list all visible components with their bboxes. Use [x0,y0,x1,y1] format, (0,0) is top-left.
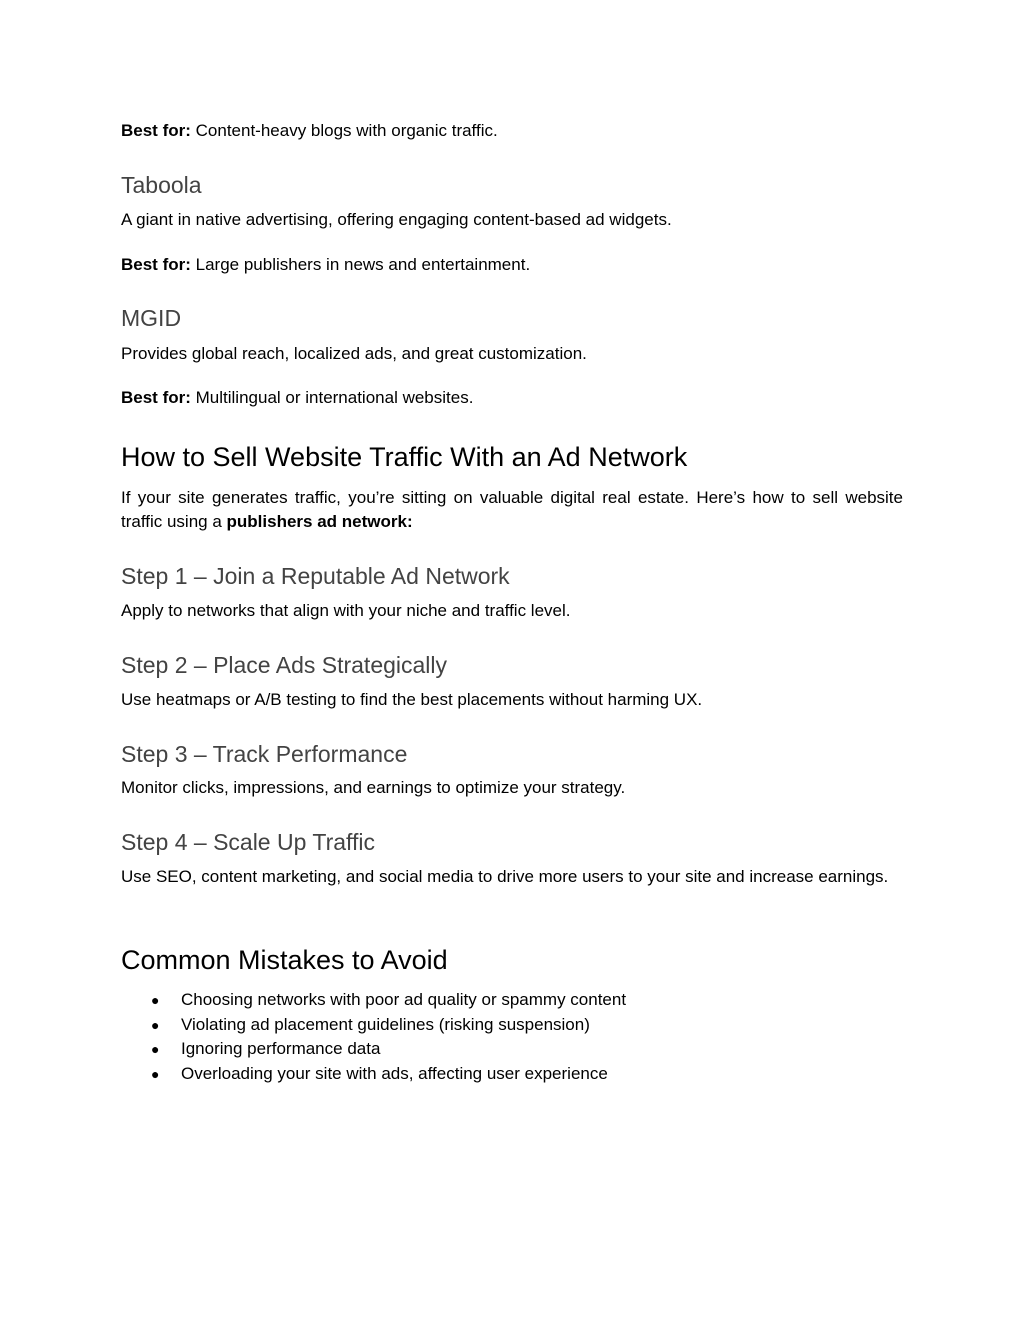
list-item-text: Overloading your site with ads, affecting user experience [181,1063,608,1083]
step-3-text: Monitor clicks, impressions, and earnings to optimize your strategy. [121,778,626,797]
taboola-description: A giant in native advertising, offering engaging content-based ad widgets. [121,210,672,229]
sell-traffic-intro [121,486,903,534]
intro-text: If your site generates traffic, you’re sitting on valuable digital real estate. Here’s how to sell website traffic using a [121,488,903,531]
list-item [121,988,903,1013]
list-item [121,1013,903,1038]
taboola-best-for [121,253,903,277]
best-for-text: Multilingual or international websites. [190,388,474,407]
intro-bold-text: publishers ad network: [226,512,413,531]
list-item [121,1037,903,1062]
sell-traffic-heading: How to Sell Website Traffic With an Ad Network [121,442,688,472]
list-item-text: Choosing networks with poor ad quality or spammy content [181,990,627,1009]
list-item [121,1062,903,1087]
best-for-label: Best for: [121,255,191,274]
mistakes-heading: Common Mistakes to Avoid [121,945,448,975]
best-for-label: Best for: [121,121,191,140]
step-2-heading: Step 2 – Place Ads Strategically [121,652,448,678]
list-item-text: Ignoring performance data [181,1039,381,1058]
bullet-icon: ● [151,1016,160,1033]
mgid-best-for [121,386,903,410]
step-1-heading: Step 1 – Join a Reputable Ad Network [121,563,510,589]
step-2-text: Use heatmaps or A/B testing to find the best placements without harming UX. [121,690,703,709]
step-4-text: Use SEO, content marketing, and social media to drive more users to your site and increase earnings. [121,867,889,886]
best-for-label: Best for: [121,388,191,407]
step-1-text: Apply to networks that align with your niche and traffic level. [121,601,571,620]
bullet-icon: ● [151,1041,160,1057]
best-for-text: Content-heavy blogs with organic traffic. [190,121,498,140]
taboola-heading: Taboola [121,172,202,198]
step-4-heading: Step 4 – Scale Up Traffic [121,829,375,855]
best-for-text: Large publishers in news and entertainment. [190,255,531,274]
step-3-heading: Step 3 – Track Performance [121,741,408,767]
bullet-icon: ● [151,1065,160,1082]
best-for-blogs [121,119,903,143]
list-item-text: Violating ad placement guidelines (risking suspension) [181,1014,590,1034]
mgid-heading: MGID [121,305,182,331]
mistakes-list [121,988,903,1086]
mgid-description: Provides global reach, localized ads, and great customization. [121,344,587,363]
bullet-icon: ● [151,992,160,1008]
